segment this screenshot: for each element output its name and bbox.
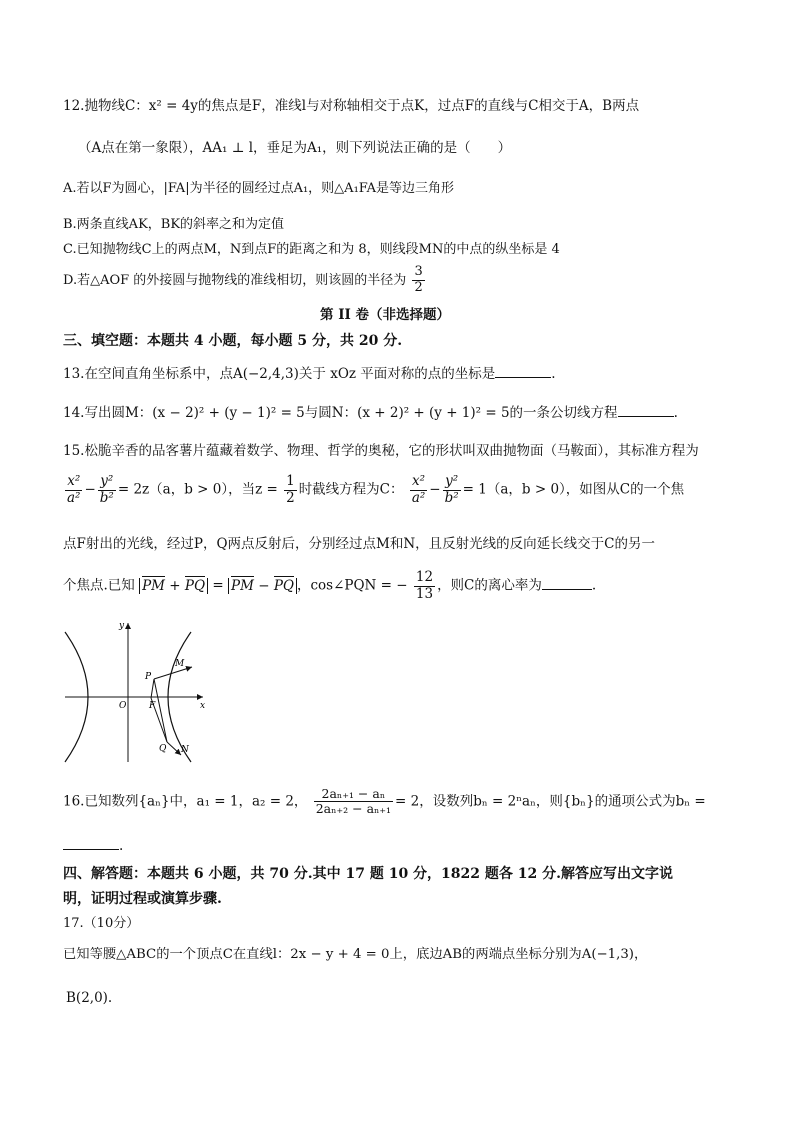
fraction-denominator: b² (99, 489, 114, 506)
fraction-numerator: x² (65, 474, 82, 491)
fraction-12-13 (414, 570, 435, 602)
ray-fp (151, 679, 154, 698)
q12-stem-line2: （A点在第一象限），AA₁ ⊥ l，垂足为A₁，则下列说法正确的是（ ） (78, 140, 512, 156)
q12-option-a: A.若以F为圆心，|FA|为半径的圆经过点A₁，则△A₁FA是等边三角形 (63, 181, 455, 196)
section3-header: 三、填空题：本题共 4 小题，每小题 5 分，共 20 分. (63, 333, 403, 349)
fraction-numerator: 12 (415, 569, 434, 585)
fraction-denominator: 2aₙ₊₂ − aₙ₊₁ (315, 801, 392, 817)
vector-pm: PM (230, 577, 254, 594)
answer-blank (63, 849, 119, 850)
q17-label: 17.（10分） (63, 916, 140, 931)
label-y: y (119, 621, 125, 631)
plus-sign: + (165, 577, 185, 594)
q15-text: ，cos∠PQN = − (296, 577, 408, 594)
label-f: F (149, 701, 156, 711)
q17-line2: B(2,0). (66, 990, 113, 1006)
label-m: M (175, 659, 185, 669)
label-x: x (200, 701, 206, 711)
label-q: Q (159, 744, 167, 754)
q16-answer-line (63, 838, 123, 854)
q16-text: = 2，设数列bₙ = 2ⁿaₙ，则{bₙ}的通项公式为bₙ = (395, 793, 706, 810)
section4-header-line2: 明，证明过程或演算步骤. (63, 891, 222, 907)
fraction-y2-b2 (443, 474, 461, 506)
fraction-denominator: 13 (415, 585, 434, 602)
q14-text: 14.写出圆M：(x − 2)² + (y − 1)² = 5与圆N：(x + 2)² + (y + 1)² = 5的一条公切线方程 (63, 405, 618, 421)
q15-text: ，则C的离心率为 (437, 577, 542, 594)
vector-pq: PQ (273, 577, 294, 594)
fraction-numerator: y² (98, 474, 116, 491)
q15-text: 个焦点.已知 (63, 577, 135, 594)
fraction-x2-a2 (410, 474, 427, 506)
q13-text: 13.在空间直角坐标系中，点A(−2,4,3)关于 xOz 平面对称的点的坐标是 (63, 366, 496, 382)
fraction-numerator: 3 (414, 264, 423, 279)
q15-line2: $\frac{\text{x²}}{\text{a²}}$ − $\frac{\text{y²}}{\text{b²}}$ = 2z（a，b > 0），当z = $\frac{1}{2}$ 时截线方程为C： $\frac{\text{x²}}{\text{a²}}$ − $\frac{\text{y²}}{\text{b²}}$ = 1（a，b > 0），如图从C的一个焦 (67, 473, 685, 506)
section2-title: 第 II 卷（非选择题） (320, 307, 451, 323)
q15-line4: 个焦点.已知 PM + PQ = PM − PQ ，cos∠PQN = − $\frac{12}{13}$ ，则C的离心率为 . (63, 569, 597, 602)
fraction-numerator: x² (410, 474, 427, 491)
vector-pq: PQ (184, 577, 206, 594)
q16-fraction (314, 787, 393, 817)
q12-option-d-text: D.若△AOF 的外接圆与抛物线的准线相切，则该圆的半径为 (63, 272, 407, 288)
answer-blank (542, 589, 592, 590)
label-o: O (119, 701, 127, 711)
label-p: P (145, 672, 152, 682)
q16 (63, 787, 706, 817)
q12-option-d-fraction (412, 265, 424, 296)
reflected-ray-pm (154, 667, 192, 679)
equals-sign: = (208, 577, 228, 594)
fraction-y2-b2 (98, 474, 116, 506)
q15-text: = 2z（a，b > 0），当z = (117, 481, 278, 498)
q15-line3: 点F射出的光线，经过P，Q两点反射后，分别经过点M和N，且反射光线的反向延长线交于C的另一 (63, 536, 655, 552)
answer-blank (495, 377, 551, 378)
q13: 13.在空间直角坐标系中，点A(−2,4,3)关于 xOz 平面对称的点的坐标是 . (63, 366, 556, 382)
fraction-numerator: 1 (286, 473, 295, 489)
q12-option-d (63, 265, 427, 296)
fraction-numerator: y² (443, 474, 461, 491)
q12-option-c: C.已知抛物线C上的两点M，N到点F的距离之和为 8，则线段MN的中点的纵坐标是 4 (63, 242, 560, 257)
fraction-denominator: b² (444, 489, 459, 506)
fraction-denominator: 2 (286, 489, 295, 506)
vector-pm: PM (142, 577, 166, 594)
fraction-denominator: 2 (414, 279, 423, 295)
section4-header-line1: 四、解答题：本题共 6 小题，共 70 分.其中 17 题 10 分，1822 题各 12 分.解答应写出文字说 (63, 866, 673, 882)
q17-line1: 已知等腰△ABC的一个顶点C在直线l：2x − y + 4 = 0上，底边AB的两端点坐标分别为A(−1,3)， (63, 947, 648, 962)
vector-magnitude-sum (139, 578, 208, 594)
q12-option-b: B.两条直线AK，BK的斜率之和为定值 (63, 217, 285, 232)
label-n: N (181, 745, 189, 755)
q15-line1: 15.松脆辛香的品客薯片蕴藏着数学、物理、哲学的奥秘，它的形状叫双曲抛物面（马鞍面），其标准方程为 (63, 443, 699, 459)
q14: 14.写出圆M：(x − 2)² + (y − 1)² = 5与圆N：(x + 2)² + (y + 1)² = 5的一条公切线方程 . (63, 405, 678, 421)
reflected-ray-qn (167, 742, 181, 755)
fraction-numerator: 2aₙ₊₁ − aₙ (314, 787, 393, 802)
q16-end: . (119, 838, 124, 854)
answer-blank (618, 416, 674, 417)
fraction-denominator: a² (411, 489, 426, 506)
fraction-denominator: a² (67, 489, 81, 506)
q16-text: 16.已知数列{aₙ}中，a₁ = 1，a₂ = 2， (63, 793, 308, 810)
fraction-x2-a2 (65, 474, 82, 506)
hyperbola-figure (63, 617, 213, 765)
fraction-half (284, 474, 297, 506)
q15-text: = 1（a，b > 0），如图从C的一个焦 (462, 481, 685, 498)
q15-text: 时截线方程为C： (298, 481, 404, 498)
vector-magnitude-diff (228, 578, 297, 594)
q12-stem-line1: 12.抛物线C：x² = 4y的焦点是F，准线l与对称轴相交于点K，过点F的直线与C相交于A，B两点 (63, 98, 640, 114)
minus-sign: − (253, 577, 274, 594)
